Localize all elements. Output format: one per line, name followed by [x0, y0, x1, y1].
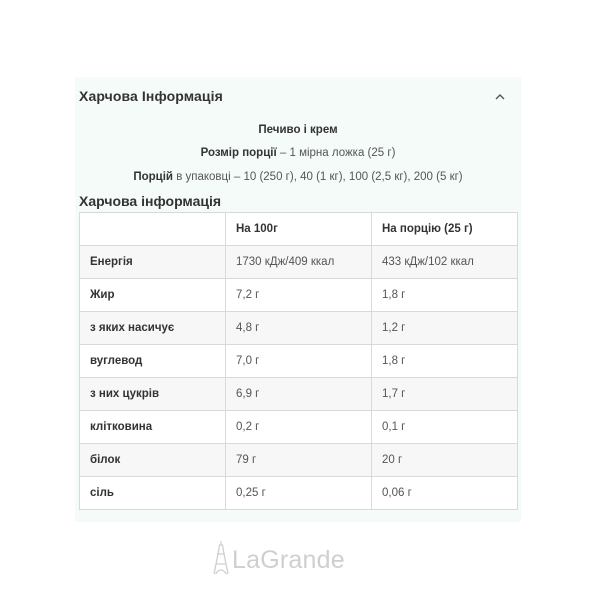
nutrient-name: з них цукрів	[80, 378, 226, 411]
table-row	[80, 411, 518, 444]
table-row	[80, 279, 518, 312]
value-per-serving: 20 г	[372, 444, 518, 477]
value-per-100g: 0,25 г	[226, 477, 372, 510]
portions-value: в упаковці – 10 (250 г), 40 (1 кг), 100 (2,5 кг), 200 (5 кг)	[173, 171, 463, 183]
chevron-up-icon[interactable]	[493, 89, 507, 103]
value-per-serving: 433 кДж/102 ккал	[372, 246, 518, 279]
column-header-nutrient	[80, 213, 226, 246]
accordion-title: Харчова Інформація	[79, 88, 223, 104]
nutrient-name: білок	[80, 444, 226, 477]
value-per-serving: 1,8 г	[372, 345, 518, 378]
value-per-100g: 79 г	[226, 444, 372, 477]
column-header-per-100g: На 100г	[226, 213, 372, 246]
nutrition-panel	[75, 77, 521, 522]
table-heading: Харчова інформація	[79, 193, 222, 209]
column-header-per-serving: На порцію (25 г)	[372, 213, 518, 246]
nutrient-name: з яких насичує	[80, 312, 226, 345]
value-per-100g: 0,2 г	[226, 411, 372, 444]
table-row	[80, 345, 518, 378]
value-per-serving: 1,7 г	[372, 378, 518, 411]
watermark	[212, 540, 345, 580]
value-per-100g: 6,9 г	[226, 378, 372, 411]
value-per-100g: 1730 кДж/409 ккал	[226, 246, 372, 279]
nutrient-name: вуглевод	[80, 345, 226, 378]
serving-size-label: Розмір порції	[200, 147, 277, 159]
table-row	[80, 444, 518, 477]
table-row	[80, 312, 518, 345]
value-per-serving: 0,06 г	[372, 477, 518, 510]
value-per-serving: 1,2 г	[372, 312, 518, 345]
accordion-header[interactable]	[75, 77, 521, 115]
value-per-serving: 1,8 г	[372, 279, 518, 312]
portions-info	[75, 171, 521, 183]
serving-size-value: – 1 мірна ложка (25 г)	[276, 147, 396, 159]
table-row	[80, 246, 518, 279]
portions-label: Порцій	[133, 171, 173, 183]
nutrition-table	[79, 212, 518, 510]
serving-size	[75, 147, 521, 159]
watermark-text: LaGrande	[232, 545, 345, 574]
value-per-100g: 7,2 г	[226, 279, 372, 312]
eiffel-tower-icon	[212, 540, 230, 581]
value-per-100g: 4,8 г	[226, 312, 372, 345]
nutrient-name: сіль	[80, 477, 226, 510]
value-per-serving: 0,1 г	[372, 411, 518, 444]
product-name: Печиво і крем	[258, 124, 338, 136]
table-header-row	[80, 213, 518, 246]
table-row	[80, 378, 518, 411]
nutrient-name: Енергія	[80, 246, 226, 279]
table-row	[80, 477, 518, 510]
nutrient-name: клітковина	[80, 411, 226, 444]
value-per-100g: 7,0 г	[226, 345, 372, 378]
nutrient-name: Жир	[80, 279, 226, 312]
